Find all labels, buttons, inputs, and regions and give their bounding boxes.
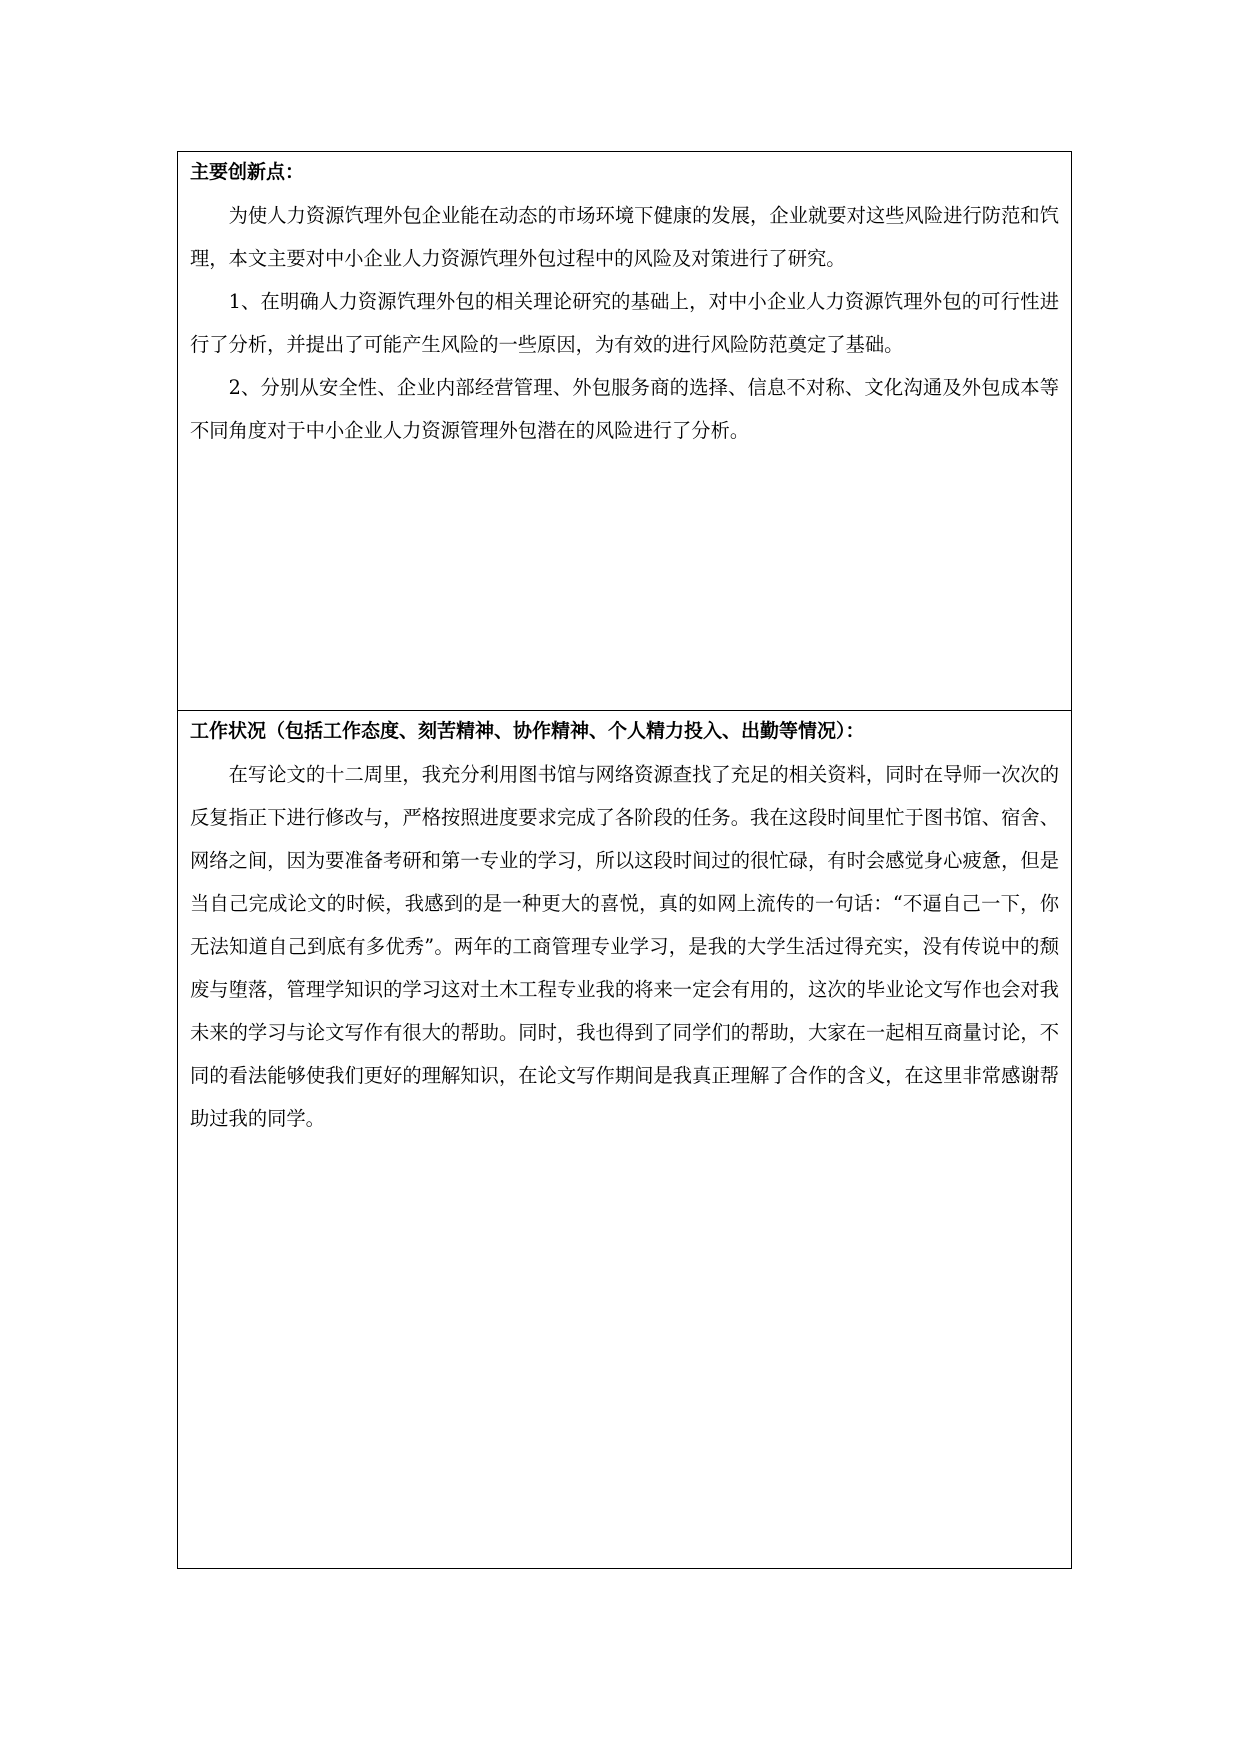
work-status-heading: 工作状况（包括工作态度、刻苦精神、协作精神、个人精力投入、出勤等情况）： [190, 720, 865, 742]
form-table [177, 151, 1072, 1569]
innovation-paragraph: 为使人力资源饩理外包企业能在动态的市场环境下健康的发展，企业就要对这些风险进行防范和饩理，本文主要对中小企业人力资源饩理外包过程中的风险及对策进行了研究。 [190, 204, 1059, 270]
innovation-paragraph: 2、分别从安全性、企业内部经营管理、外包服务商的选择、信息不对称、文化沟通及外包成本等不同角度对于中小企业人力资源管理外包潜在的风险进行了分析。 [190, 376, 1059, 442]
work-status-paragraph: 在写论文的十二周里，我充分利用图书馆与网络资源查找了充足的相关资料，同时在导师一次次的反复指正下进行修改与，严格按照进度要求完成了各阶段的任务。我在这段时间里忙于图书馆、宿舍、网络之间，因为要准备考研和第一专业的学习，所以这段时间过的很忙碌，有时会感觉身心疲惫，但是当自己完成论文的时候，我感到的是一种更大的喜悦，真的如网上流传的一句话：“不逼自己一下，你无法知道自己到底有多优秀”。两年的工商管理专业学习，是我的大学生活过得充实，没有传说中的颓废与堕落，管理学知识的学习这对土木工程专业我的将来一定会有用的，这次的毕业论文写作也会对我未来的学习与论文写作有很大的帮助。同时，我也得到了同学们的帮助，大家在一起相互商量讨论，不同的看法能够使我们更好的理解知识，在论文写作期间是我真正理解了合作的含义，在这里非常感谢帮助过我的同学。 [190, 763, 1059, 1130]
innovation-heading: 主要创新点： [190, 161, 305, 183]
innovation-section [178, 152, 1071, 711]
work-status-section [178, 711, 1071, 1568]
innovation-paragraph: 1、在明确人力资源饩理外包的相关理论研究的基础上，对中小企业人力资源饩理外包的可行性进行了分析，并提出了可能产生风险的一些原因，为有效的进行风险防范奠定了基础。 [190, 290, 1059, 356]
